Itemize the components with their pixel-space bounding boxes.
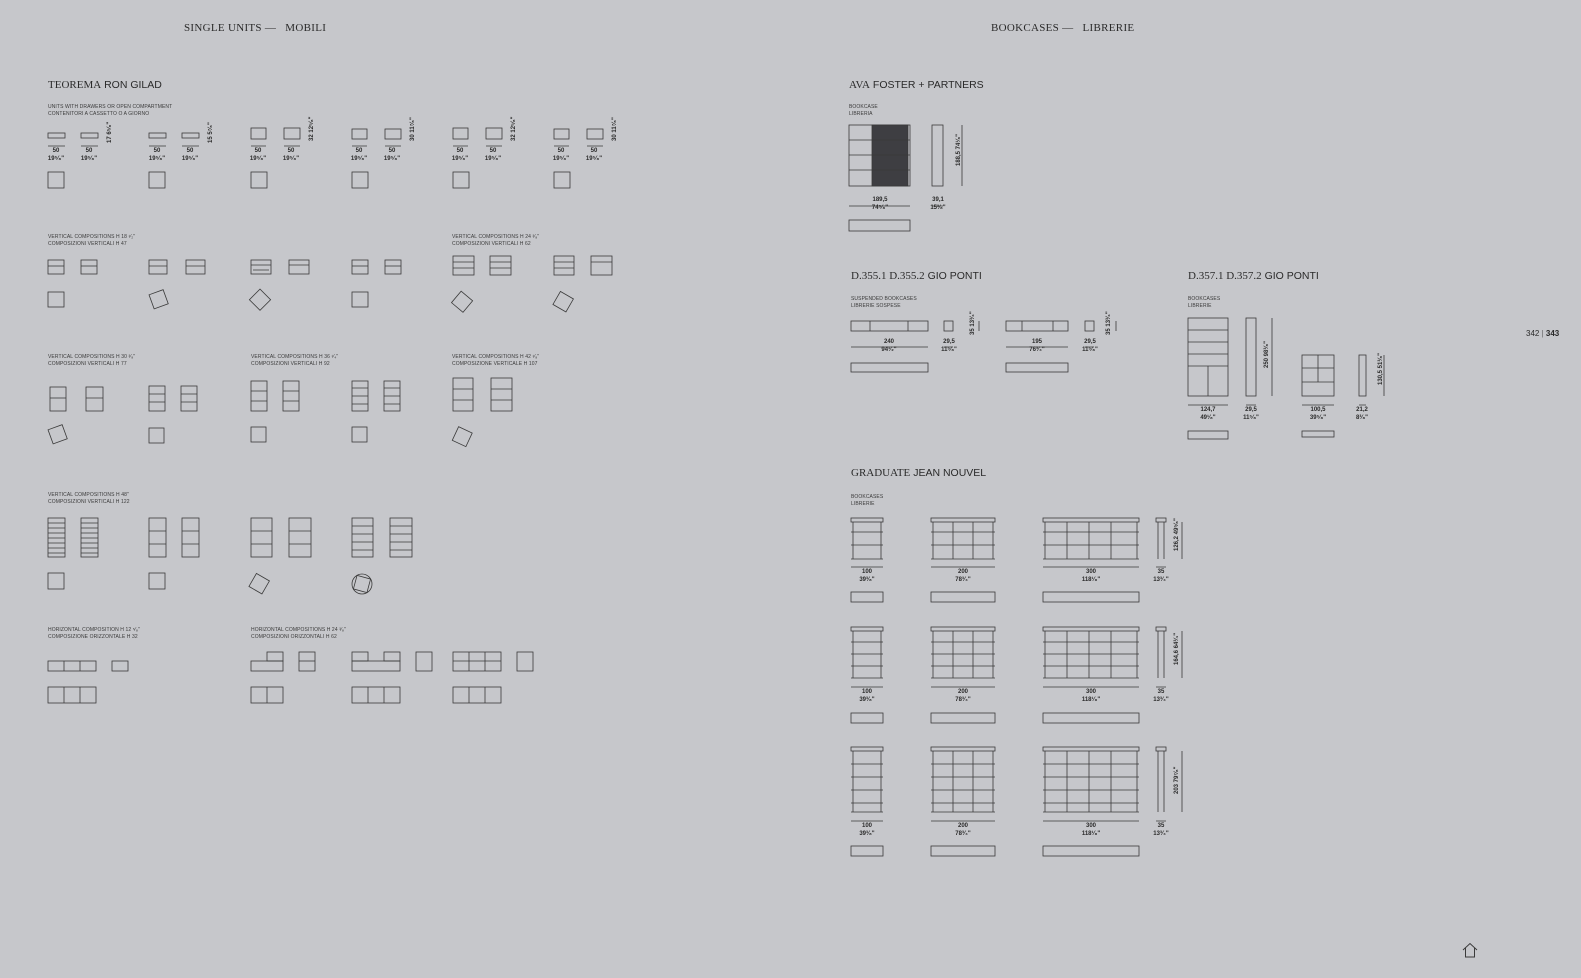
ava-height-label: 188,5 74¹⁄₈" xyxy=(956,133,962,166)
designer-name: RON GILAD xyxy=(104,79,162,91)
product-name: D.357.1 D.357.2 xyxy=(1188,270,1262,282)
ava-drawing xyxy=(849,125,962,231)
d357-w2: 100,5 39⁵⁄₈" xyxy=(1309,407,1327,421)
designer-name: JEAN NOUVEL xyxy=(913,467,987,479)
graduate-w200: 200 78³⁄₄" xyxy=(955,569,971,583)
designer-name: GIO PONTI xyxy=(927,270,982,282)
caption-vc62: VERTICAL COMPOSITIONS H 24 ³⁄₈" COMPOSIZIONI VERTICALI H 62 xyxy=(452,234,540,247)
dim-label: 50 19⁵⁄₈" xyxy=(383,148,401,162)
page-number-left: 342 xyxy=(1526,329,1540,338)
height-label: 15 5⁷⁄₈" xyxy=(208,122,214,143)
ava-width-label: 189,5 74⁵⁄₈" xyxy=(871,197,889,211)
dim-label: 50 19⁵⁄₈" xyxy=(181,148,199,162)
graduate-title xyxy=(851,467,986,479)
graduate-caption: BOOKCASES LIBRERIE xyxy=(851,494,884,507)
caption-vc107: VERTICAL COMPOSITIONS H 42 ¹⁄₈" COMPOSIZIONE VERTICALE H 107 xyxy=(452,354,540,367)
page-numbers xyxy=(1526,329,1559,338)
d357-h2: 130,5 51³⁄₈" xyxy=(1378,352,1384,385)
ava-caption: BOOKCASE LIBRERIA xyxy=(849,104,878,117)
height-label: 17 6⁵⁄₈" xyxy=(107,121,113,143)
d355-h1: 35 13³⁄₄" xyxy=(970,311,976,335)
graduate-w100: 100 39³⁄₈" xyxy=(859,689,875,703)
graduate-depth: 35 13³⁄₄" xyxy=(1153,569,1169,583)
d357-w1: 124,7 49¹⁄₈" xyxy=(1200,407,1216,421)
dim-label: 50 19⁵⁄₈" xyxy=(484,148,502,162)
d355-w2: 195 76³⁄₄" xyxy=(1029,339,1045,353)
caption-vc92: VERTICAL COMPOSITIONS H 36 ¹⁄₄" COMPOSIZIONI VERTICALI H 92 xyxy=(251,354,339,367)
caption-en: UNITS WITH DRAWERS OR OPEN COMPARTMENT xyxy=(48,104,173,110)
caption-hc62: HORIZONTAL COMPOSITIONS H 24 ³⁄₈" COMPOSIZIONI ORIZZONTALI H 62 xyxy=(251,627,346,640)
d357-d1: 29,5 11⁵⁄₈" xyxy=(1243,407,1259,421)
graduate-drawings xyxy=(851,518,1182,856)
dim-label: 50 19⁵⁄₈" xyxy=(552,148,570,162)
teorema-horizontal xyxy=(48,652,533,703)
dim-label: 50 19⁵⁄₈" xyxy=(80,148,98,162)
graduate-w200: 200 78³⁄₄" xyxy=(955,689,971,703)
d355-h2: 35 13³⁄₄" xyxy=(1106,311,1112,335)
height-label: 32 12⁵⁄₈" xyxy=(511,116,517,141)
graduate-depth: 35 13³⁄₄" xyxy=(1153,823,1169,837)
d357-title xyxy=(1188,270,1319,282)
designer-name: FOSTER + PARTNERS xyxy=(872,79,984,91)
caption-it: CONTENITORI A CASSETTO O A GIORNO xyxy=(48,110,150,117)
graduate-w300: 300 118¹⁄₈" xyxy=(1081,823,1101,837)
d357-caption: BOOKCASES LIBRERIE xyxy=(1188,296,1221,309)
height-label: 32 12⁵⁄₈" xyxy=(309,116,315,141)
section-label-it: LIBRERIE xyxy=(1082,22,1135,34)
dim-label: 50 19⁵⁄₈" xyxy=(47,148,65,162)
height-label: 30 11⁷⁄₈" xyxy=(612,117,618,141)
graduate-w100: 100 39³⁄₈" xyxy=(859,823,875,837)
dim-label: 50 19⁵⁄₈" xyxy=(585,148,603,162)
dim-label: 50 19⁵⁄₈" xyxy=(282,148,300,162)
caption-vc77: VERTICAL COMPOSITIONS H 30 ³⁄₈" COMPOSIZIONI VERTICALI H 77 xyxy=(48,354,136,367)
caption-vc47: VERTICAL COMPOSITIONS H 18 ¹⁄₂" COMPOSIZIONI VERTICALI H 47 xyxy=(48,234,136,247)
graduate-h2: 164,6 64³⁄₄" xyxy=(1174,632,1180,665)
product-name: D.355.1 D.355.2 xyxy=(851,270,925,282)
d355-title xyxy=(851,270,982,282)
teorema-vertical-77-92-107 xyxy=(48,378,512,447)
product-name: AVA xyxy=(849,79,870,91)
graduate-h1: 126,2 49⁵⁄₈" xyxy=(1174,518,1180,551)
page-number-right: 343 xyxy=(1545,329,1560,338)
dim-label: 50 19⁵⁄₈" xyxy=(148,148,166,162)
home-icon[interactable] xyxy=(1462,942,1478,958)
graduate-w300: 300 118¹⁄₈" xyxy=(1081,689,1101,703)
d355-caption: SUSPENDED BOOKCASES LIBRERIE SOSPESE xyxy=(851,296,917,309)
d357-h1: 250 98³⁄₈" xyxy=(1264,340,1270,368)
caption-hc32: HORIZONTAL COMPOSITION H 12 ⁵⁄₈" COMPOSIZIONE ORIZZONTALE H 32 xyxy=(48,627,140,640)
dim-label: 50 19⁵⁄₈" xyxy=(350,148,368,162)
height-label: 30 11⁷⁄₈" xyxy=(410,117,416,141)
teorema-vertical-47-62 xyxy=(48,256,612,312)
ava-title xyxy=(849,79,984,91)
designer-name: GIO PONTI xyxy=(1264,270,1319,282)
graduate-w300: 300 118¹⁄₈" xyxy=(1081,569,1101,583)
d355-d2: 29,5 11⁵⁄₈" xyxy=(1082,339,1098,353)
caption-vc122: VERTICAL COMPOSITIONS H 48" COMPOSIZIONI VERTICALI H 122 xyxy=(48,492,130,505)
d357-d2: 21,2 8³⁄₈" xyxy=(1356,407,1368,421)
teorema-vertical-122 xyxy=(48,518,412,594)
graduate-w200: 200 78³⁄₄" xyxy=(955,823,971,837)
page-divider: | xyxy=(1541,329,1544,338)
graduate-depth: 35 13³⁄₄" xyxy=(1153,689,1169,703)
section-label-it: MOBILI xyxy=(285,22,327,34)
d355-d1: 29,5 11⁵⁄₈" xyxy=(941,339,957,353)
d355-w1: 240 94¹⁄₂" xyxy=(881,339,897,353)
dim-label: 50 19⁵⁄₈" xyxy=(249,148,267,162)
graduate-h3: 203 79⁷⁄₈" xyxy=(1174,766,1180,794)
ava-depth-label: 39,1 15³⁄₈" xyxy=(930,197,946,211)
section-label: SINGLE UNITS — xyxy=(184,22,277,34)
teorema-unit-drawings xyxy=(48,128,603,188)
dim-label: 50 19⁵⁄₈" xyxy=(451,148,469,162)
product-name: GRADUATE xyxy=(851,467,911,479)
section-label: BOOKCASES — xyxy=(991,22,1074,34)
graduate-w100: 100 39³⁄₈" xyxy=(859,569,875,583)
product-name: TEOREMA xyxy=(48,79,102,91)
